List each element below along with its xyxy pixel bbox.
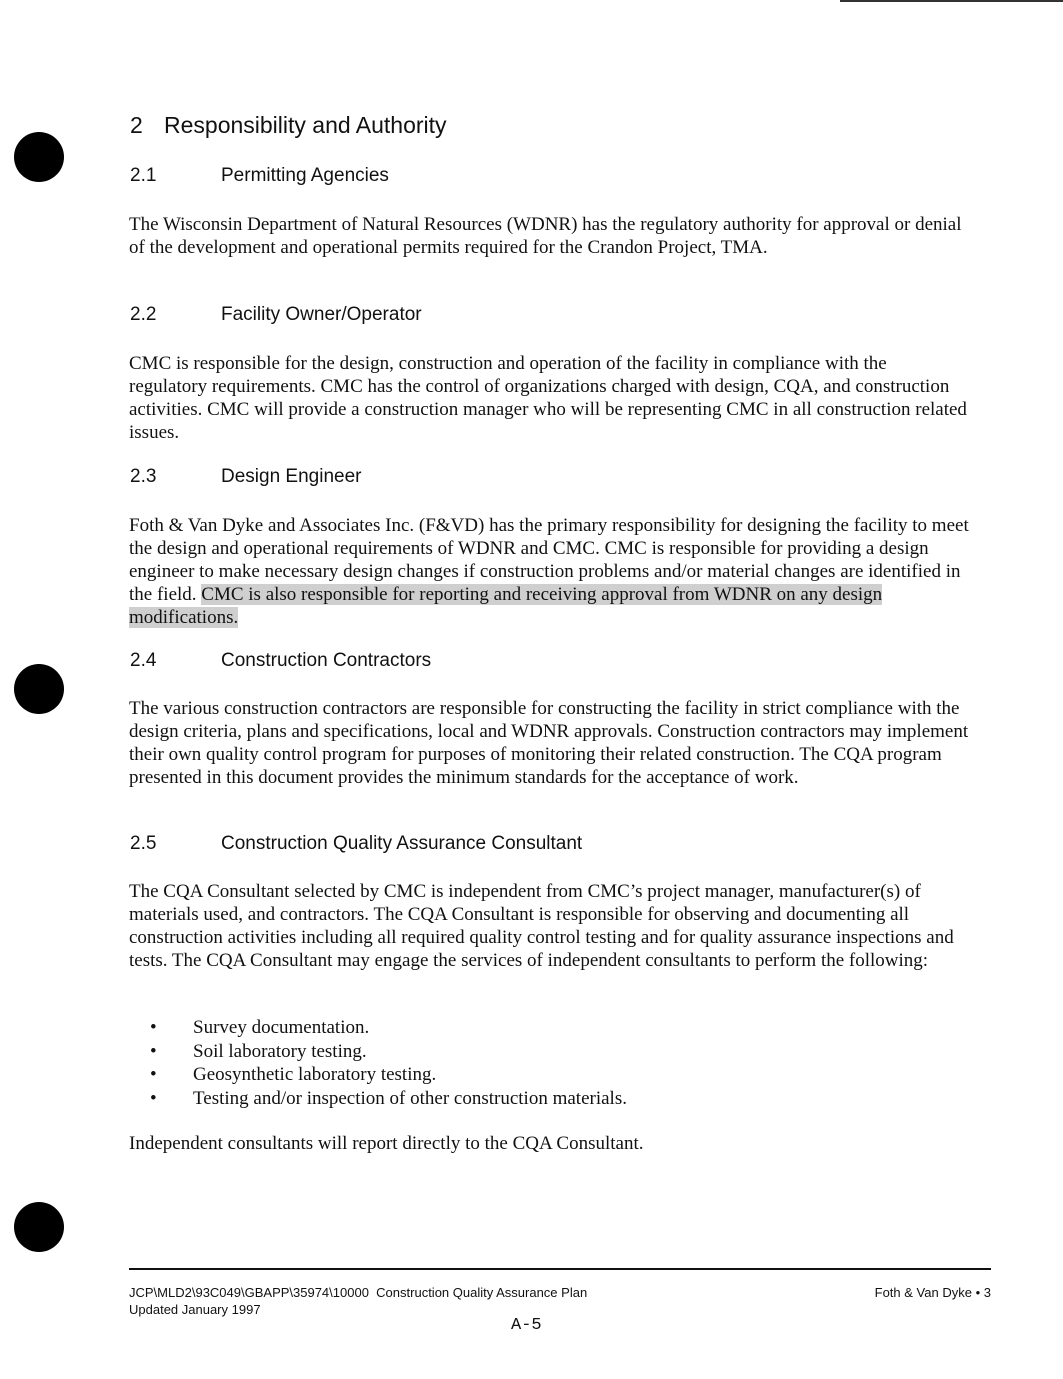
- consultant-services-list: [150, 1016, 627, 1110]
- footer-page-number: 3: [983, 1285, 991, 1300]
- list-item: • Soil laboratory testing.: [150, 1040, 367, 1062]
- binder-hole-bottom: [14, 1202, 64, 1252]
- section-title: Permitting Agencies: [221, 165, 389, 186]
- list-item: • Geosynthetic laboratory testing.: [150, 1064, 437, 1085]
- section-title: Facility Owner/Operator: [221, 304, 422, 325]
- footer-path: JCP\MLD2\93C049\GBAPP\35974\10000: [129, 1285, 369, 1300]
- chapter-number: 2: [130, 112, 143, 138]
- bullet-icon: •: [150, 1017, 157, 1038]
- footer-separator: •: [975, 1285, 981, 1300]
- footer-rule: [129, 1268, 991, 1270]
- section-2-1-text: The Wisconsin Department of Natural Resources (WDNR) has the regulatory authority for approval or denial of the development and operational permits required for the Crandon Project, TMA.: [129, 214, 962, 258]
- section-number: 2.5: [130, 833, 157, 854]
- chapter-title: Responsibility and Authority: [164, 112, 447, 138]
- highlighted-sentence: CMC is also responsible for reporting and receiving approval from WDNR on any design modifications.: [129, 584, 883, 628]
- section-title: Construction Contractors: [221, 650, 432, 671]
- footer-updated: Updated January 1997: [129, 1302, 261, 1317]
- footer-company: Foth & Van Dyke: [874, 1285, 972, 1300]
- section-2-2-text: CMC is responsible for the design, construction and operation of the facility in compliance with the regulatory requirements. CMC has the control of organizations charged with design, CQA, and construction activities. CMC will provide a construction manager who will be representing CMC in all construction related issues.: [129, 353, 967, 443]
- section-number: 2.1: [130, 165, 157, 186]
- footer-left: [129, 1284, 587, 1318]
- section-2-3-body: Foth & Van Dyke and Associates Inc. (F&VD) has the primary responsibility for designing the facility to meet the design and operational requirements of WDNR and CMC. CMC is responsible for providing a design engineer to make necessary design changes if construction problems and/or material changes are identified in the field.: [129, 515, 969, 605]
- chapter-heading: [130, 112, 447, 139]
- top-edge-line: [840, 0, 1063, 2]
- section-number: 2.3: [130, 466, 157, 487]
- bullet-icon: •: [150, 1087, 157, 1109]
- section-heading-2-1: [130, 165, 389, 187]
- section-title: Design Engineer: [221, 466, 362, 487]
- footer-doc-title: Construction Quality Assurance Plan: [376, 1285, 588, 1300]
- section-number: 2.2: [130, 304, 157, 325]
- bullet-icon: •: [150, 1040, 157, 1062]
- closing-statement: Independent consultants will report directly to the CQA Consultant.: [129, 1133, 644, 1154]
- list-item: • Testing and/or inspection of other construction materials.: [150, 1087, 627, 1109]
- section-number: 2.4: [130, 650, 157, 671]
- section-heading-2-5: [130, 833, 582, 855]
- binder-hole-middle: [14, 664, 64, 714]
- section-2-5-text: The CQA Consultant selected by CMC is independent from CMC’s project manager, manufacturer(s) of materials used, and contractors. The CQA Consultant is responsible for observing and documenting all construction activities including all required quality control testing and for quality assurance inspections and tests. The CQA Consultant may engage the services of independent consultants to perform the following:: [129, 881, 954, 971]
- section-heading-2-4: [130, 650, 431, 672]
- section-2-4-text: The various construction contractors are responsible for constructing the facility in strict compliance with the design criteria, plans and specifications, local and WDNR approvals. Construction contractors may implement their own quality control program for purposes of monitoring their related construction. The CQA program presented in this document provides the minimum standards for the acceptance of work.: [129, 698, 969, 788]
- list-item: • Survey documentation.: [150, 1017, 370, 1038]
- section-2-3-text: [129, 514, 969, 629]
- bullet-icon: •: [150, 1064, 157, 1085]
- binder-hole-top: [14, 132, 64, 182]
- section-title: Construction Quality Assurance Consultant: [221, 833, 583, 854]
- page-label: A-5: [511, 1316, 542, 1335]
- section-heading-2-3: [130, 466, 361, 488]
- footer-right: [875, 1284, 991, 1301]
- section-heading-2-2: [130, 304, 422, 326]
